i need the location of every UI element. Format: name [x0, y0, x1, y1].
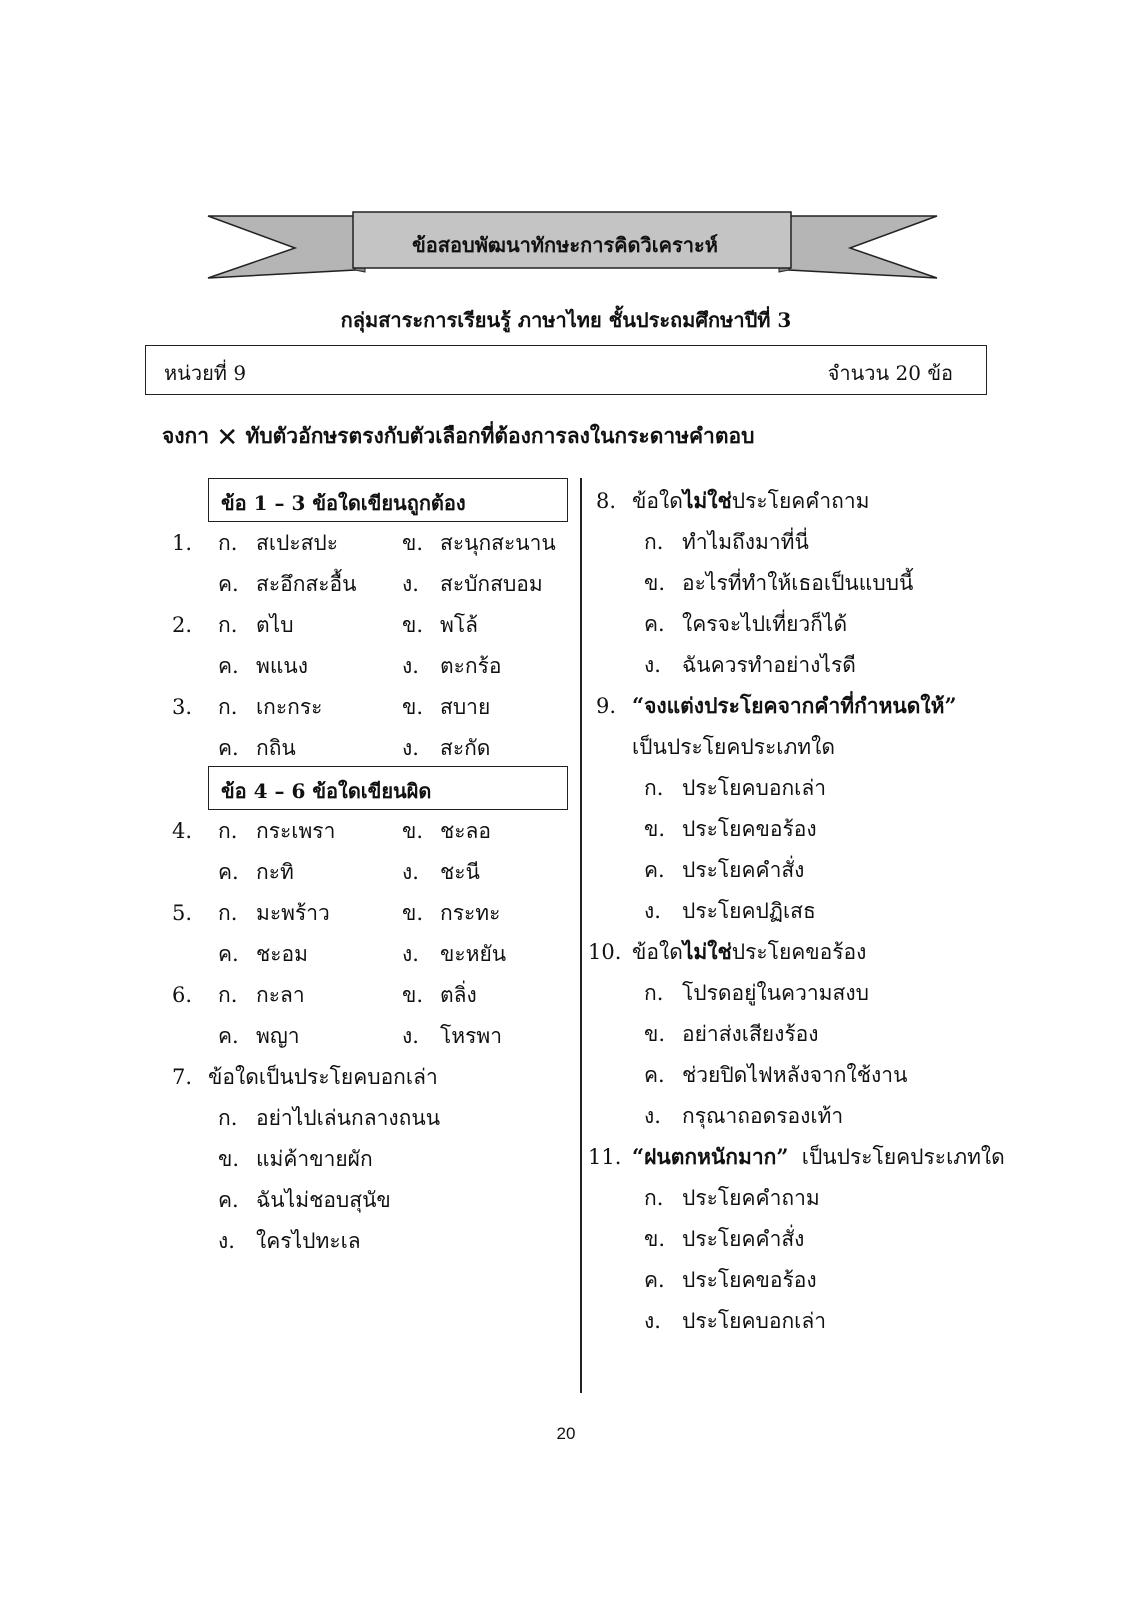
choice-a[interactable]: ตไบ [256, 613, 294, 637]
choice-letter[interactable]: ง. [218, 1229, 235, 1253]
question-number: 9. [596, 694, 617, 718]
exam-title: ข้อสอบพัฒนาทักษะการคิดวิเคราะห์ [412, 233, 718, 257]
stem-emphasis: ไม่ใช่ [682, 488, 732, 513]
choice-letter[interactable]: ค. [218, 860, 239, 884]
unit-label: หน่วยที่ 9 [164, 361, 247, 385]
choice-c[interactable]: ช่วยปิดไฟหลังจากใช้งาน [682, 1063, 908, 1087]
instruction-post: ทับตัวอักษรตรงกับตัวเลือกที่ต้องการลงในกระดาษคำตอบ [245, 423, 755, 448]
choice-d[interactable]: ใครไปทะเล [256, 1229, 361, 1253]
choice-a[interactable]: ประโยคคำถาม [682, 1186, 820, 1210]
section-header-2: ข้อ 4 – 6 ข้อใดเขียนผิด [208, 766, 568, 810]
choice-a[interactable]: โปรดอยู่ในความสงบ [682, 981, 869, 1005]
question-count: จำนวน 20 ข้อ [827, 361, 953, 385]
question-number: 4. [172, 819, 193, 843]
choice-d[interactable]: ชะนี [440, 860, 480, 884]
choice-d[interactable]: ตะกร้อ [440, 654, 502, 678]
choice-c[interactable]: กถิน [256, 736, 296, 760]
question-stem [632, 488, 870, 514]
question-number: 5. [172, 901, 193, 925]
question-number: 3. [172, 695, 193, 719]
choice-c[interactable]: กะทิ [256, 860, 294, 884]
choice-c[interactable]: ประโยคคำสั่ง [682, 858, 805, 882]
choice-b[interactable]: แม่ค้าขายผัก [256, 1147, 373, 1171]
section-header-1: ข้อ 1 – 3 ข้อใดเขียนถูกต้อง [208, 478, 568, 522]
choice-letter[interactable]: ค. [644, 1063, 665, 1087]
choice-letter[interactable]: ง. [402, 572, 419, 596]
choice-letter[interactable]: ข. [402, 613, 424, 637]
choice-letter[interactable]: ก. [218, 531, 238, 555]
choice-b[interactable]: ชะลอ [440, 819, 492, 843]
choice-b[interactable]: พโล้ [440, 613, 478, 637]
page-number: 20 [556, 1424, 576, 1443]
question-number: 6. [172, 983, 193, 1007]
choice-letter[interactable]: ข. [402, 901, 424, 925]
choice-a[interactable]: มะพร้าว [256, 901, 330, 925]
choice-b[interactable]: สะนุกสะนาน [440, 531, 556, 555]
stem-post: ประโยคคำถาม [731, 489, 870, 513]
question-stem-quote: “จงแต่งประโยคจากคำที่กำหนดให้” [632, 693, 957, 718]
choice-a[interactable]: สเปะสปะ [256, 531, 339, 555]
choice-letter[interactable]: ข. [402, 695, 424, 719]
stem-emphasis: “ฝนตกหนักมาก” [632, 1144, 789, 1169]
choice-letter[interactable]: ข. [402, 983, 424, 1007]
choice-letter[interactable]: ข. [644, 571, 666, 595]
choice-c[interactable]: ใครจะไปเที่ยวก็ได้ [682, 612, 848, 636]
choice-b[interactable]: อะไรที่ทำให้เธอเป็นแบบนี้ [682, 571, 914, 595]
choice-b[interactable]: ตลิ่ง [440, 983, 477, 1007]
choice-b[interactable]: อย่าส่งเสียงร้อง [682, 1022, 819, 1046]
question-stem: ข้อใดเป็นประโยคบอกเล่า [208, 1065, 438, 1089]
choice-letter[interactable]: ข. [218, 1147, 240, 1171]
question-stem [632, 939, 866, 965]
question-number: 10. [588, 940, 622, 964]
question-stem [632, 1144, 1005, 1170]
choice-letter[interactable]: ค. [218, 942, 239, 966]
cross-mark-icon: ✕ [216, 423, 239, 453]
question-number: 7. [172, 1065, 193, 1089]
stem-post: เป็นประโยคประเภทใด [801, 1145, 1005, 1169]
question-number: 2. [172, 613, 193, 637]
instruction-pre: จงกา [162, 423, 210, 448]
stem-pre: ข้อใด [632, 940, 683, 964]
choice-letter[interactable]: ก. [218, 695, 238, 719]
choice-a[interactable]: เกะกระ [256, 695, 323, 719]
choice-letter[interactable]: ง. [644, 653, 661, 677]
choice-letter[interactable]: ค. [644, 1268, 665, 1292]
choice-c[interactable]: ชะอม [256, 942, 308, 966]
choice-letter[interactable]: ข. [644, 1227, 666, 1251]
question-number: 11. [588, 1145, 622, 1169]
choice-a[interactable]: กะลา [256, 983, 305, 1007]
choice-letter[interactable]: ก. [218, 1106, 238, 1130]
choice-letter[interactable]: ข. [402, 531, 424, 555]
choice-letter[interactable]: ค. [218, 736, 239, 760]
choice-d[interactable]: สะบักสบอม [440, 572, 543, 596]
choice-b[interactable]: ประโยคคำสั่ง [682, 1227, 805, 1251]
subject-subtitle: กลุ่มสาระการเรียนรู้ ภาษาไทย ชั้นประถมศึกษาปีที่ 3 [340, 308, 792, 332]
choice-letter[interactable]: ง. [402, 1024, 419, 1048]
choice-letter[interactable]: ก. [218, 819, 238, 843]
stem-pre: ข้อใด [632, 489, 683, 513]
column-divider [580, 478, 582, 1393]
choice-a[interactable]: ประโยคบอกเล่า [682, 776, 827, 800]
choice-letter[interactable]: ง. [644, 1104, 661, 1128]
choice-letter[interactable]: ค. [218, 572, 239, 596]
choice-c[interactable]: สะอึกสะอื้น [256, 572, 357, 596]
choice-b[interactable]: สบาย [440, 695, 491, 719]
choice-letter[interactable]: ง. [402, 736, 419, 760]
choice-letter[interactable]: ค. [218, 1024, 239, 1048]
choice-letter[interactable]: ค. [644, 612, 665, 636]
choice-letter[interactable]: ก. [218, 901, 238, 925]
choice-c[interactable]: ฉันไม่ชอบสุนัข [256, 1188, 391, 1212]
choice-letter[interactable]: ก. [218, 613, 238, 637]
stem-post: ประโยคขอร้อง [731, 940, 867, 964]
choice-letter[interactable]: ง. [402, 860, 419, 884]
choice-d[interactable]: ขะหยัน [440, 942, 507, 966]
choice-c[interactable]: ประโยคขอร้อง [682, 1268, 817, 1292]
choice-d[interactable]: โหรพา [440, 1024, 503, 1048]
choice-letter[interactable]: ข. [644, 1022, 666, 1046]
choice-d[interactable]: ประโยคบอกเล่า [682, 1309, 827, 1333]
question-number: 8. [596, 489, 617, 513]
choice-d[interactable]: ประโยคปฏิเสธ [682, 899, 816, 923]
choice-b[interactable]: ประโยคขอร้อง [682, 817, 817, 841]
unit-info-box [145, 345, 987, 395]
choice-a[interactable]: อย่าไปเล่นกลางถนน [256, 1106, 441, 1130]
question-number: 1. [172, 531, 193, 555]
choice-letter[interactable]: ก. [644, 1186, 664, 1210]
choice-letter[interactable]: ก. [644, 776, 664, 800]
choice-letter[interactable]: ง. [402, 654, 419, 678]
choice-letter[interactable]: ค. [218, 1188, 239, 1212]
choice-b[interactable]: กระทะ [440, 901, 501, 925]
choice-letter[interactable]: ค. [218, 654, 239, 678]
instruction [162, 420, 754, 453]
choice-letter[interactable]: ง. [402, 942, 419, 966]
choice-letter[interactable]: ง. [644, 899, 661, 923]
stem-emphasis: ไม่ใช่ [682, 939, 732, 964]
choice-d[interactable]: สะกัด [440, 736, 491, 760]
choice-a[interactable]: ทำไมถึงมาที่นี่ [682, 530, 809, 554]
choice-d[interactable]: กรุณาถอดรองเท้า [682, 1104, 844, 1128]
choice-letter[interactable]: ก. [218, 983, 238, 1007]
choice-letter[interactable]: ก. [644, 981, 664, 1005]
question-stem: เป็นประโยคประเภทใด [632, 735, 836, 759]
choice-letter[interactable]: ก. [644, 530, 664, 554]
choice-letter[interactable]: ข. [402, 819, 424, 843]
choice-letter[interactable]: ข. [644, 817, 666, 841]
choice-c[interactable]: พญา [256, 1024, 300, 1048]
choice-d[interactable]: ฉันควรทำอย่างไรดี [682, 653, 856, 677]
choice-a[interactable]: กระเพรา [256, 819, 336, 843]
choice-letter[interactable]: ค. [644, 858, 665, 882]
choice-c[interactable]: พแนง [256, 654, 308, 678]
choice-letter[interactable]: ง. [644, 1309, 661, 1333]
